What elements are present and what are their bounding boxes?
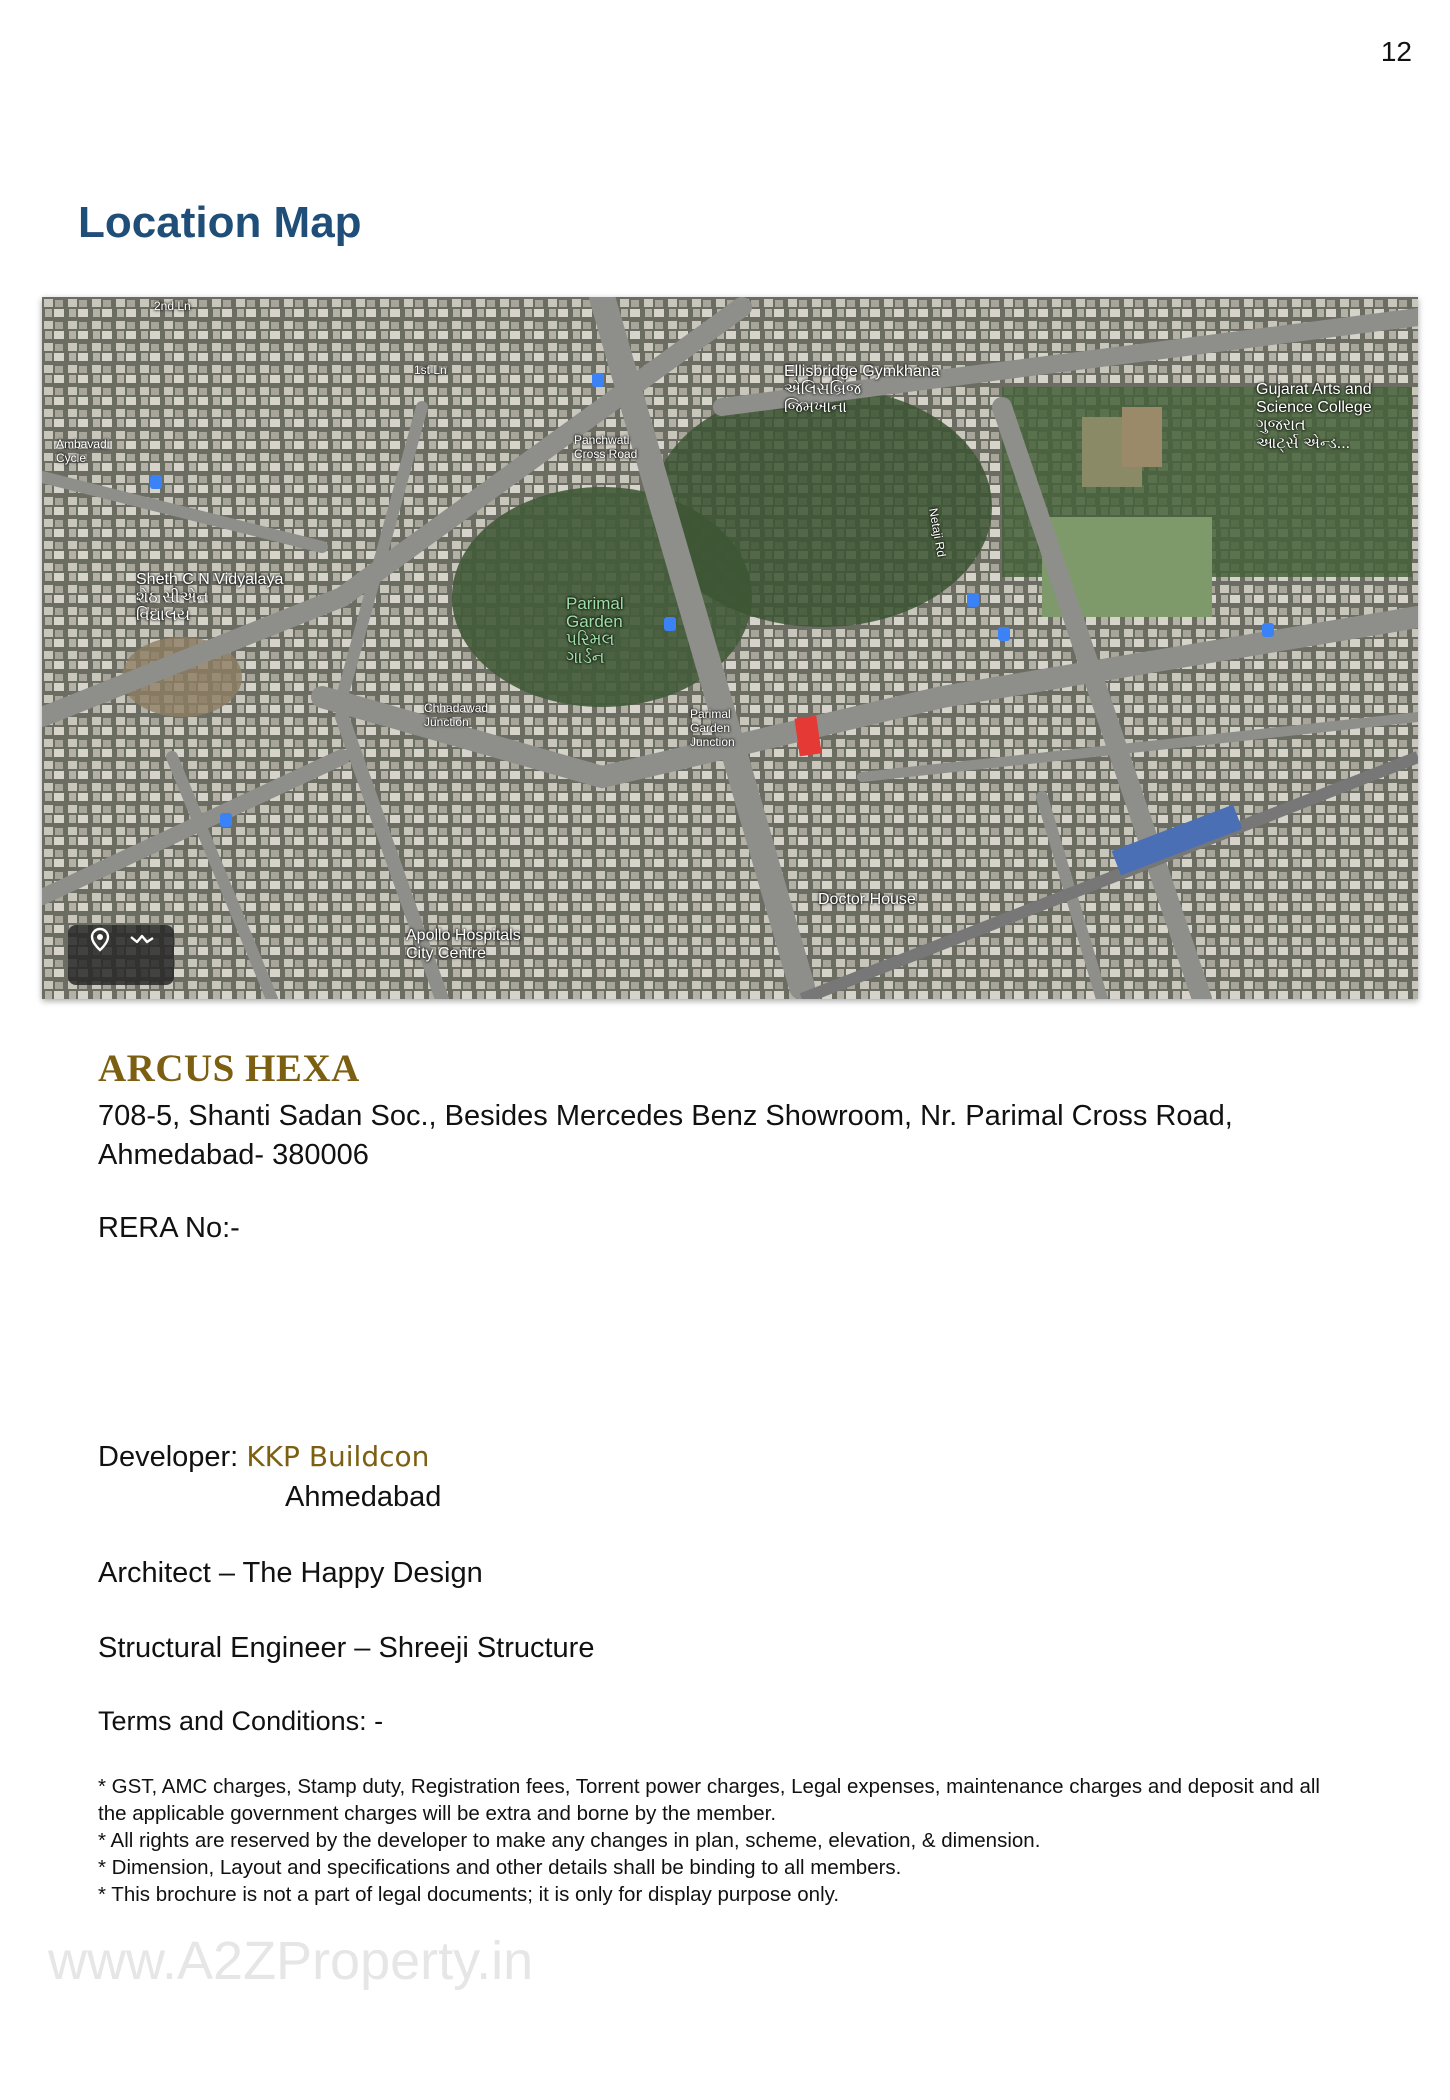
map-label-apollo-hospitals[interactable]: Apollo Hospitals City Centre [406,927,521,962]
map-label-doctor-house[interactable]: Doctor House [818,891,916,908]
terms-item: * This brochure is not a part of legal documents; it is only for display purpose only. [98,1883,840,1906]
watermark-url: www.A2ZProperty.in [48,1931,534,1991]
architect-line: Architect – The Happy Design [98,1557,483,1589]
map-label-ambavadi: Ambavadi Cycle [56,437,110,465]
developer-line [98,1440,429,1474]
map-label-ellisbridge-gymkhana[interactable]: Ellisbridge Gymkhana એલિસબ્રિજ જિમખાના [784,363,940,416]
map-label-netaji-rd: Netaji Rd [926,507,949,559]
terms-heading: Terms and Conditions: - [98,1706,384,1736]
map-label-parimal-garden[interactable]: Parimal Garden પરિમલ ગાર્ડન [566,594,624,667]
rera-number: RERA No:- [98,1212,240,1244]
map-label-gujarat-arts-college[interactable]: Gujarat Arts and Science College ગુજરાત આર્ટ્સ એન્ડ... [1256,381,1372,452]
terms-list [98,1773,1338,1908]
structural-engineer-line: Structural Engineer – Shreeji Structure [98,1632,595,1664]
satellite-imagery [42,297,1418,999]
property-address: 708-5, Shanti Sadan Soc., Besides Mercedes Benz Showroom, Nr. Parimal Cross Road, Ahmedabad- 380006 [98,1100,1233,1171]
location-map[interactable] [42,297,1418,999]
page-title: Location Map [78,198,362,247]
location-pin-icon[interactable] [86,925,114,953]
developer-city: Ahmedabad [285,1481,442,1513]
terms-item: * All rights are reserved by the developer to make any changes in plan, scheme, elevation, & dimension. [98,1829,1041,1852]
terrain-icon[interactable] [128,925,156,953]
property-name: ARCUS HEXA [98,1047,360,1090]
map-label-panchwati: Panchwati Cross Road [574,433,638,461]
map-label-1st-ln: 1st Ln [414,363,447,377]
terms-item: * Dimension, Layout and specifications and other details shall be binding to all members. [98,1856,902,1879]
terms-item: * GST, AMC charges, Stamp duty, Registration fees, Torrent power charges, Legal expenses, maintenance charges and deposit and all the applicable government charges will be extra and borne by the member. [98,1775,1320,1825]
developer-name: KKP Buildcon [246,1440,430,1473]
map-controls [68,925,174,985]
developer-label: Developer: [98,1441,247,1473]
map-label-sheth-cn-vidyalaya[interactable]: Sheth C N Vidyalaya શેઠ સીએન વિદ્યાલય [136,571,284,624]
page-number: 12 [1380,36,1412,67]
map-label-chhadawad-junction: Chhadawad Junction [424,701,489,729]
map-label-parimal-garden-junction: Parimal Garden Junction [690,707,735,749]
map-label-2nd-ln: 2nd Ln [154,299,191,313]
